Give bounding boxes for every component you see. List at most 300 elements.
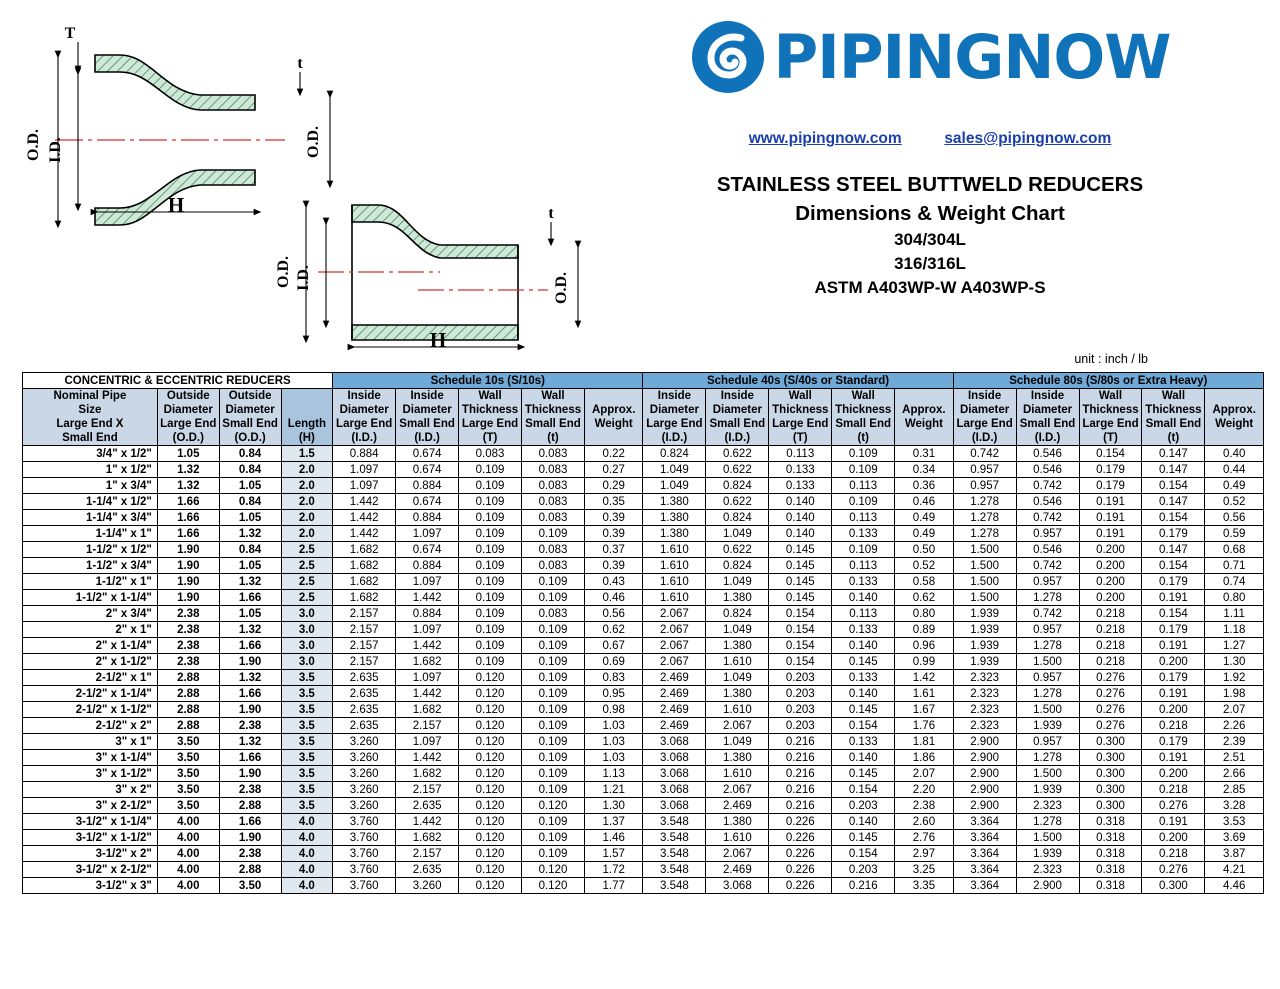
cell-value: 1.380 — [706, 590, 769, 606]
cell-value: 0.133 — [832, 526, 895, 542]
cell-value: 0.674 — [396, 446, 459, 462]
cell-value: 0.203 — [769, 686, 832, 702]
cell-outside-diameter: 2.88 — [157, 702, 219, 718]
cell-outside-diameter: 1.90 — [219, 702, 281, 718]
cell-value: 0.133 — [832, 574, 895, 590]
cell-value: 1.500 — [1016, 702, 1079, 718]
cell-nominal-size: 1-1/2" x 1-1/4" — [23, 590, 158, 606]
group-header-sch40s: Schedule 40s (S/40s or Standard) — [643, 373, 953, 389]
cell-length: 3.5 — [281, 702, 333, 718]
cell-value: 1.097 — [396, 670, 459, 686]
cell-outside-diameter: 2.88 — [219, 798, 281, 814]
cell-outside-diameter: 0.84 — [219, 446, 281, 462]
cell-value: 0.742 — [1016, 606, 1079, 622]
cell-value: 1.67 — [895, 702, 953, 718]
cell-value: 3.760 — [333, 814, 396, 830]
grade-316: 316/316L — [894, 254, 966, 274]
cell-value: 1.939 — [953, 638, 1016, 654]
cell-value: 1.27 — [1205, 638, 1264, 654]
cell-value: 1.86 — [895, 750, 953, 766]
cell-value: 3.364 — [953, 862, 1016, 878]
cell-value: 2.469 — [706, 862, 769, 878]
cell-length: 3.0 — [281, 606, 333, 622]
column-header-5: Inside Diameter Small End (I.D.) — [396, 389, 459, 446]
cell-value: 0.200 — [1142, 702, 1205, 718]
cell-value: 0.120 — [459, 766, 522, 782]
cell-value: 1.500 — [953, 542, 1016, 558]
cell-value: 1.278 — [953, 510, 1016, 526]
cell-value: 1.939 — [1016, 846, 1079, 862]
cell-value: 0.191 — [1079, 510, 1142, 526]
cell-value: 0.59 — [1205, 526, 1264, 542]
cell-nominal-size: 1-1/4" x 1" — [23, 526, 158, 542]
cell-value: 0.96 — [895, 638, 953, 654]
cell-value: 0.147 — [1142, 462, 1205, 478]
cell-value: 0.218 — [1079, 606, 1142, 622]
eccentric-reducer-drawing — [275, 205, 578, 352]
cell-value: 1.57 — [584, 846, 642, 862]
cell-value: 0.226 — [769, 814, 832, 830]
cell-length: 3.5 — [281, 750, 333, 766]
cell-value: 0.622 — [706, 542, 769, 558]
cell-value: 0.226 — [769, 878, 832, 894]
cell-value: 0.957 — [1016, 574, 1079, 590]
cell-value: 0.109 — [832, 462, 895, 478]
cell-value: 1.682 — [333, 590, 396, 606]
cell-value: 1.097 — [396, 574, 459, 590]
cell-value: 0.109 — [832, 494, 895, 510]
cell-value: 0.37 — [584, 542, 642, 558]
table-row — [23, 510, 1264, 526]
cell-outside-diameter: 0.84 — [219, 462, 281, 478]
cell-value: 0.824 — [706, 478, 769, 494]
cell-value: 0.276 — [1079, 670, 1142, 686]
table-row — [23, 590, 1264, 606]
cell-value: 1.097 — [333, 478, 396, 494]
cell-outside-diameter: 1.05 — [219, 558, 281, 574]
cell-value: 0.200 — [1142, 830, 1205, 846]
cell-length: 4.0 — [281, 814, 333, 830]
table-row — [23, 606, 1264, 622]
cell-value: 0.154 — [769, 654, 832, 670]
cell-value: 1.097 — [396, 622, 459, 638]
cell-length: 3.0 — [281, 638, 333, 654]
cell-value: 2.900 — [953, 766, 1016, 782]
cell-value: 2.60 — [895, 814, 953, 830]
cell-outside-diameter: 1.90 — [219, 830, 281, 846]
cell-value: 0.154 — [769, 622, 832, 638]
cell-value: 2.067 — [643, 622, 706, 638]
cell-value: 0.140 — [832, 590, 895, 606]
cell-value: 0.83 — [584, 670, 642, 686]
cell-outside-diameter: 2.88 — [219, 862, 281, 878]
cell-length: 4.0 — [281, 862, 333, 878]
column-header-9: Inside Diameter Large End (I.D.) — [643, 389, 706, 446]
cell-value: 3.87 — [1205, 846, 1264, 862]
cell-value: 0.226 — [769, 846, 832, 862]
column-header-13: Approx. Weight — [895, 389, 953, 446]
column-header-16: Wall Thickness Large End (T) — [1079, 389, 1142, 446]
cell-value: 1.92 — [1205, 670, 1264, 686]
cell-value: 1.939 — [953, 654, 1016, 670]
cell-value: 0.113 — [832, 558, 895, 574]
cell-value: 0.140 — [832, 814, 895, 830]
cell-value: 0.50 — [895, 542, 953, 558]
cell-value: 1.682 — [396, 702, 459, 718]
cell-outside-diameter: 1.32 — [219, 574, 281, 590]
cell-value: 1.380 — [706, 814, 769, 830]
cell-length: 2.0 — [281, 510, 333, 526]
cell-value: 3.260 — [333, 750, 396, 766]
cell-value: 0.120 — [459, 734, 522, 750]
cell-value: 0.80 — [1205, 590, 1264, 606]
cell-outside-diameter: 4.00 — [157, 846, 219, 862]
cell-value: 1.049 — [643, 478, 706, 494]
cell-value: 2.07 — [1205, 702, 1264, 718]
cell-value: 1.610 — [706, 702, 769, 718]
cell-value: 0.083 — [522, 542, 585, 558]
cell-value: 0.154 — [832, 846, 895, 862]
email-link[interactable]: sales@pipingnow.com — [944, 130, 1112, 147]
cell-value: 3.35 — [895, 878, 953, 894]
cell-value: 3.760 — [333, 878, 396, 894]
cell-value: 0.154 — [1142, 510, 1205, 526]
reducer-diagrams — [0, 0, 600, 360]
cell-value: 0.133 — [832, 622, 895, 638]
cell-value: 1.278 — [1016, 638, 1079, 654]
cell-value: 3.364 — [953, 814, 1016, 830]
cell-value: 2.635 — [333, 718, 396, 734]
table-row — [23, 558, 1264, 574]
cell-value: 3.548 — [643, 862, 706, 878]
cell-nominal-size: 1" x 1/2" — [23, 462, 158, 478]
cell-value: 3.260 — [333, 798, 396, 814]
cell-value: 2.900 — [953, 798, 1016, 814]
cell-value: 0.109 — [522, 734, 585, 750]
cell-value: 0.218 — [1079, 654, 1142, 670]
cell-length: 3.5 — [281, 798, 333, 814]
cell-nominal-size: 2-1/2" x 1" — [23, 670, 158, 686]
table-row — [23, 526, 1264, 542]
cell-length: 3.5 — [281, 734, 333, 750]
cell-value: 0.179 — [1142, 622, 1205, 638]
svg-text:I.D.: I.D. — [47, 137, 64, 163]
cell-outside-diameter: 3.50 — [157, 750, 219, 766]
cell-value: 0.44 — [1205, 462, 1264, 478]
svg-text:H: H — [167, 193, 185, 217]
cell-value: 3.548 — [643, 878, 706, 894]
cell-value: 0.083 — [522, 510, 585, 526]
cell-outside-diameter: 1.05 — [157, 446, 219, 462]
cell-value: 0.140 — [769, 494, 832, 510]
cell-value: 2.323 — [1016, 862, 1079, 878]
cell-value: 0.546 — [1016, 446, 1079, 462]
cell-value: 1.46 — [584, 830, 642, 846]
svg-text:I.D.: I.D. — [295, 265, 312, 291]
table-row — [23, 878, 1264, 894]
cell-value: 1.682 — [333, 558, 396, 574]
cell-value: 3.548 — [643, 830, 706, 846]
cell-value: 2.157 — [333, 638, 396, 654]
cell-value: 0.52 — [1205, 494, 1264, 510]
cell-value: 0.218 — [1079, 638, 1142, 654]
cell-value: 0.147 — [1142, 542, 1205, 558]
cell-value: 0.120 — [459, 718, 522, 734]
cell-length: 1.5 — [281, 446, 333, 462]
svg-text:O.D.: O.D. — [275, 256, 292, 288]
cell-value: 1.610 — [706, 766, 769, 782]
cell-value: 1.278 — [1016, 814, 1079, 830]
cell-value: 2.635 — [333, 670, 396, 686]
table-row — [23, 654, 1264, 670]
cell-value: 1.37 — [584, 814, 642, 830]
group-header-sch80s: Schedule 80s (S/80s or Extra Heavy) — [953, 373, 1263, 389]
cell-value: 0.145 — [832, 654, 895, 670]
cell-value: 2.635 — [333, 686, 396, 702]
cell-value: 1.278 — [953, 526, 1016, 542]
cell-nominal-size: 3-1/2" x 2-1/2" — [23, 862, 158, 878]
cell-value: 1.610 — [706, 830, 769, 846]
cell-length: 2.0 — [281, 462, 333, 478]
cell-length: 3.5 — [281, 686, 333, 702]
cell-value: 0.140 — [769, 510, 832, 526]
cell-value: 0.120 — [459, 814, 522, 830]
cell-value: 3.068 — [643, 766, 706, 782]
cell-outside-diameter: 2.38 — [219, 782, 281, 798]
cell-value: 1.442 — [396, 590, 459, 606]
cell-value: 0.62 — [895, 590, 953, 606]
cell-outside-diameter: 2.38 — [157, 622, 219, 638]
cell-value: 2.26 — [1205, 718, 1264, 734]
cell-value: 1.30 — [584, 798, 642, 814]
concentric-reducer-drawing — [25, 25, 330, 225]
cell-value: 0.824 — [643, 446, 706, 462]
cell-value: 1.278 — [1016, 750, 1079, 766]
cell-value: 0.120 — [459, 750, 522, 766]
cell-value: 0.109 — [522, 622, 585, 638]
table-row — [23, 670, 1264, 686]
cell-value: 2.067 — [643, 638, 706, 654]
cell-nominal-size: 1-1/2" x 3/4" — [23, 558, 158, 574]
cell-value: 2.97 — [895, 846, 953, 862]
cell-value: 0.147 — [1142, 494, 1205, 510]
cell-nominal-size: 1-1/4" x 1/2" — [23, 494, 158, 510]
cell-value: 0.216 — [769, 766, 832, 782]
cell-value: 1.380 — [643, 510, 706, 526]
cell-value: 0.742 — [1016, 510, 1079, 526]
cell-value: 3.364 — [953, 846, 1016, 862]
cell-outside-diameter: 1.90 — [157, 590, 219, 606]
cell-value: 0.140 — [769, 526, 832, 542]
cell-value: 0.133 — [769, 462, 832, 478]
svg-text:t: t — [548, 205, 554, 222]
cell-value: 0.39 — [584, 510, 642, 526]
table-row — [23, 814, 1264, 830]
cell-value: 0.145 — [769, 574, 832, 590]
cell-value: 0.39 — [584, 526, 642, 542]
cell-value: 2.66 — [1205, 766, 1264, 782]
table-row — [23, 766, 1264, 782]
cell-value: 3.068 — [706, 878, 769, 894]
cell-value: 0.120 — [459, 702, 522, 718]
table-row — [23, 718, 1264, 734]
table-row — [23, 638, 1264, 654]
cell-value: 1.03 — [584, 734, 642, 750]
cell-value: 1.610 — [643, 590, 706, 606]
cell-outside-diameter: 1.66 — [157, 510, 219, 526]
column-header-3: Length (H) — [281, 389, 333, 446]
cell-outside-diameter: 3.50 — [219, 878, 281, 894]
cell-value: 0.109 — [832, 542, 895, 558]
cell-value: 1.682 — [396, 830, 459, 846]
cell-value: 0.145 — [769, 558, 832, 574]
cell-value: 0.218 — [1142, 846, 1205, 862]
cell-value: 0.674 — [396, 542, 459, 558]
cell-value: 3.260 — [333, 734, 396, 750]
cell-value: 0.145 — [769, 542, 832, 558]
cell-value: 0.145 — [832, 766, 895, 782]
cell-value: 0.191 — [1142, 638, 1205, 654]
cell-value: 0.109 — [522, 830, 585, 846]
cell-length: 3.5 — [281, 782, 333, 798]
cell-value: 2.635 — [396, 862, 459, 878]
cell-outside-diameter: 0.84 — [219, 542, 281, 558]
cell-value: 0.99 — [895, 654, 953, 670]
cell-value: 0.109 — [522, 686, 585, 702]
cell-value: 2.067 — [706, 782, 769, 798]
cell-value: 0.083 — [522, 606, 585, 622]
cell-value: 0.083 — [522, 494, 585, 510]
cell-value: 0.109 — [522, 670, 585, 686]
cell-value: 0.216 — [769, 734, 832, 750]
cell-value: 2.323 — [953, 686, 1016, 702]
cell-length: 2.5 — [281, 542, 333, 558]
cell-value: 0.957 — [953, 462, 1016, 478]
cell-length: 2.0 — [281, 526, 333, 542]
cell-value: 2.067 — [706, 718, 769, 734]
cell-value: 0.89 — [895, 622, 953, 638]
cell-value: 0.884 — [333, 446, 396, 462]
cell-value: 0.109 — [522, 782, 585, 798]
cell-value: 0.674 — [396, 462, 459, 478]
cell-value: 1.500 — [953, 574, 1016, 590]
cell-value: 0.109 — [522, 526, 585, 542]
cell-outside-diameter: 2.88 — [157, 718, 219, 734]
cell-value: 2.76 — [895, 830, 953, 846]
cell-value: 0.109 — [459, 478, 522, 494]
cell-value: 0.884 — [396, 478, 459, 494]
cell-value: 3.068 — [643, 782, 706, 798]
cell-nominal-size: 2" x 1" — [23, 622, 158, 638]
cell-outside-diameter: 1.66 — [219, 590, 281, 606]
cell-value: 1.98 — [1205, 686, 1264, 702]
cell-outside-diameter: 2.38 — [157, 606, 219, 622]
cell-value: 3.260 — [396, 878, 459, 894]
cell-value: 2.38 — [895, 798, 953, 814]
cell-value: 3.364 — [953, 830, 1016, 846]
standard-astm: ASTM A403WP-W A403WP-S — [814, 278, 1046, 298]
cell-value: 1.11 — [1205, 606, 1264, 622]
cell-value: 0.226 — [769, 862, 832, 878]
cell-value: 0.179 — [1142, 734, 1205, 750]
cell-value: 1.500 — [1016, 830, 1079, 846]
cell-value: 1.500 — [953, 590, 1016, 606]
cell-value: 0.113 — [832, 478, 895, 494]
cell-value: 0.179 — [1142, 574, 1205, 590]
table-body — [23, 446, 1264, 894]
cell-value: 0.35 — [584, 494, 642, 510]
cell-value: 0.109 — [459, 526, 522, 542]
cell-nominal-size: 1-1/2" x 1/2" — [23, 542, 158, 558]
cell-value: 2.39 — [1205, 734, 1264, 750]
cell-value: 1.442 — [396, 814, 459, 830]
cell-nominal-size: 1-1/4" x 3/4" — [23, 510, 158, 526]
cell-value: 3.548 — [643, 846, 706, 862]
cell-value: 1.03 — [584, 750, 642, 766]
cell-value: 0.113 — [832, 606, 895, 622]
cell-value: 0.109 — [459, 638, 522, 654]
column-header-10: Inside Diameter Small End (I.D.) — [706, 389, 769, 446]
cell-value: 0.69 — [584, 654, 642, 670]
cell-value: 1.76 — [895, 718, 953, 734]
table-row — [23, 862, 1264, 878]
cell-value: 0.49 — [1205, 478, 1264, 494]
cell-value: 0.191 — [1142, 590, 1205, 606]
cell-value: 1.442 — [333, 494, 396, 510]
cell-value: 0.742 — [1016, 558, 1079, 574]
cell-value: 0.154 — [1142, 606, 1205, 622]
table-row — [23, 686, 1264, 702]
cell-value: 1.610 — [706, 654, 769, 670]
cell-value: 0.218 — [1142, 782, 1205, 798]
cell-outside-diameter: 1.05 — [219, 510, 281, 526]
cell-value: 0.109 — [522, 766, 585, 782]
website-link[interactable]: www.pipingnow.com — [748, 130, 902, 147]
contact-links — [590, 130, 1270, 148]
cell-value: 0.52 — [895, 558, 953, 574]
cell-value: 2.157 — [396, 718, 459, 734]
group-header-sch10s: Schedule 10s (S/10s) — [333, 373, 643, 389]
cell-value: 3.068 — [643, 734, 706, 750]
cell-value: 0.109 — [522, 590, 585, 606]
cell-value: 0.884 — [396, 606, 459, 622]
cell-nominal-size: 2" x 1-1/4" — [23, 638, 158, 654]
column-header-15: Inside Diameter Small End (I.D.) — [1016, 389, 1079, 446]
cell-nominal-size: 3-1/2" x 3" — [23, 878, 158, 894]
cell-value: 0.109 — [459, 654, 522, 670]
cell-value: 0.39 — [584, 558, 642, 574]
cell-value: 0.300 — [1079, 766, 1142, 782]
cell-value: 0.216 — [769, 782, 832, 798]
cell-value: 1.097 — [396, 734, 459, 750]
cell-value: 2.157 — [396, 782, 459, 798]
cell-value: 0.154 — [832, 718, 895, 734]
cell-value: 0.120 — [459, 686, 522, 702]
cell-value: 1.682 — [396, 766, 459, 782]
cell-value: 2.323 — [1016, 798, 1079, 814]
cell-value: 0.203 — [769, 718, 832, 734]
cell-value: 2.157 — [396, 846, 459, 862]
cell-value: 0.300 — [1142, 878, 1205, 894]
cell-value: 3.548 — [643, 814, 706, 830]
cell-value: 0.200 — [1142, 654, 1205, 670]
cell-value: 0.203 — [769, 670, 832, 686]
cell-value: 0.200 — [1079, 558, 1142, 574]
cell-value: 0.133 — [769, 478, 832, 494]
cell-length: 2.0 — [281, 494, 333, 510]
cell-value: 0.218 — [1079, 622, 1142, 638]
cell-value: 0.083 — [522, 558, 585, 574]
